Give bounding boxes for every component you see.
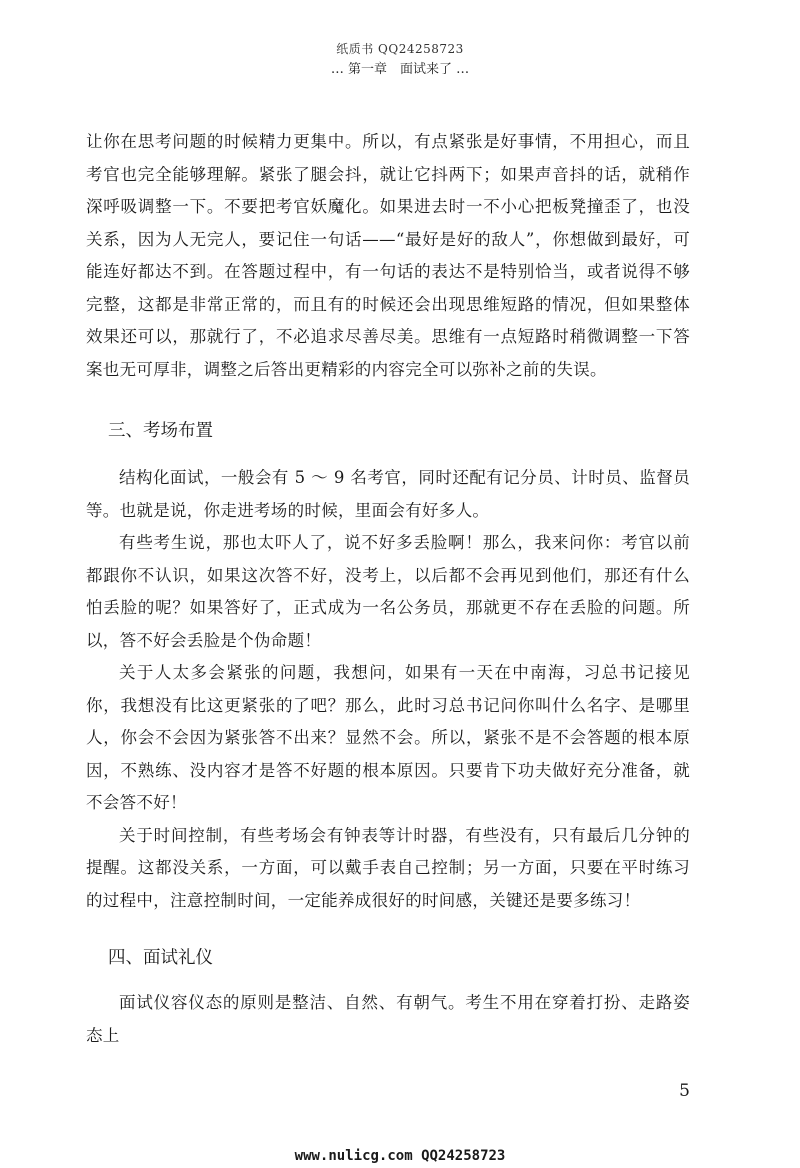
- paragraph: 关于时间控制，有些考场会有钟表等计时器，有些没有，只有最后几分钟的提醒。这都没关系，一方面，可以戴手表自己控制；另一方面，只要在平时练习的过程中，注意控制时间，一定能养成很好的时间感，关键还是要多练习！: [86, 825, 690, 910]
- page-body: [86, 126, 690, 1052]
- footer-watermark: www.nulicg.com QQ24258723: [294, 1148, 506, 1164]
- section-heading-4: 四、面试礼仪: [108, 948, 213, 968]
- section-heading-3: 三、考场布置: [108, 421, 213, 441]
- header-watermark: 纸质书 QQ24258723: [336, 42, 464, 56]
- paragraph: 结构化面试，一般会有 5 ～ 9 名考官，同时还配有记分员、计时员、监督员等。也就是说，你走进考场的时候，里面会有好多人。: [86, 468, 690, 520]
- paragraph: 关于人太多会紧张的问题，我想问，如果有一天在中南海，习总书记接见你，我想没有比这更紧张的了吧？那么，此时习总书记问你叫什么名字、是哪里人，你会不会因为紧张答不出来？显然不会。所以，紧张不是不会答题的根本原因，不熟练、没内容才是答不好题的根本原因。只要肯下功夫做好充分准备，就不会答不好！: [86, 663, 690, 812]
- paragraph: 有些考生说，那也太吓人了，说不好多丢脸啊！那么，我来问你：考官以前都跟你不认识，如果这次答不好，没考上，以后都不会再见到他们，那还有什么怕丢脸的呢？如果答好了，正式成为一名公务员，那就更不存在丢脸的问题。所以，答不好会丢脸是个伪命题！: [86, 533, 690, 650]
- paragraph: 面试仪容仪态的原则是整洁、自然、有朝气。考生不用在穿着打扮、走路姿态上: [86, 993, 690, 1045]
- paragraph: 让你在思考问题的时候精力更集中。所以，有点紧张是好事情，不用担心，而且考官也完全能够理解。紧张了腿会抖，就让它抖两下；如果声音抖的话，就稍作深呼吸调整一下。不要把考官妖魔化。如果进去时一不小心把板凳撞歪了，也没关系，因为人无完人，要记住一句话——“最好是好的敌人”，你想做到最好，可能连好都达不到。在答题过程中，有一句话的表达不是特别恰当，或者说得不够完整，这都是非常正常的，而且有的时候还会出现思维短路的情况，但如果整体效果还可以，那就行了，不必追求尽善尽美。思维有一点短路时稍微调整一下答案也无可厚非，调整之后答出更精彩的内容完全可以弥补之前的失误。: [86, 132, 690, 379]
- running-header: … 第一章 面试来了 …: [330, 62, 470, 77]
- page-number: 5: [679, 1081, 690, 1101]
